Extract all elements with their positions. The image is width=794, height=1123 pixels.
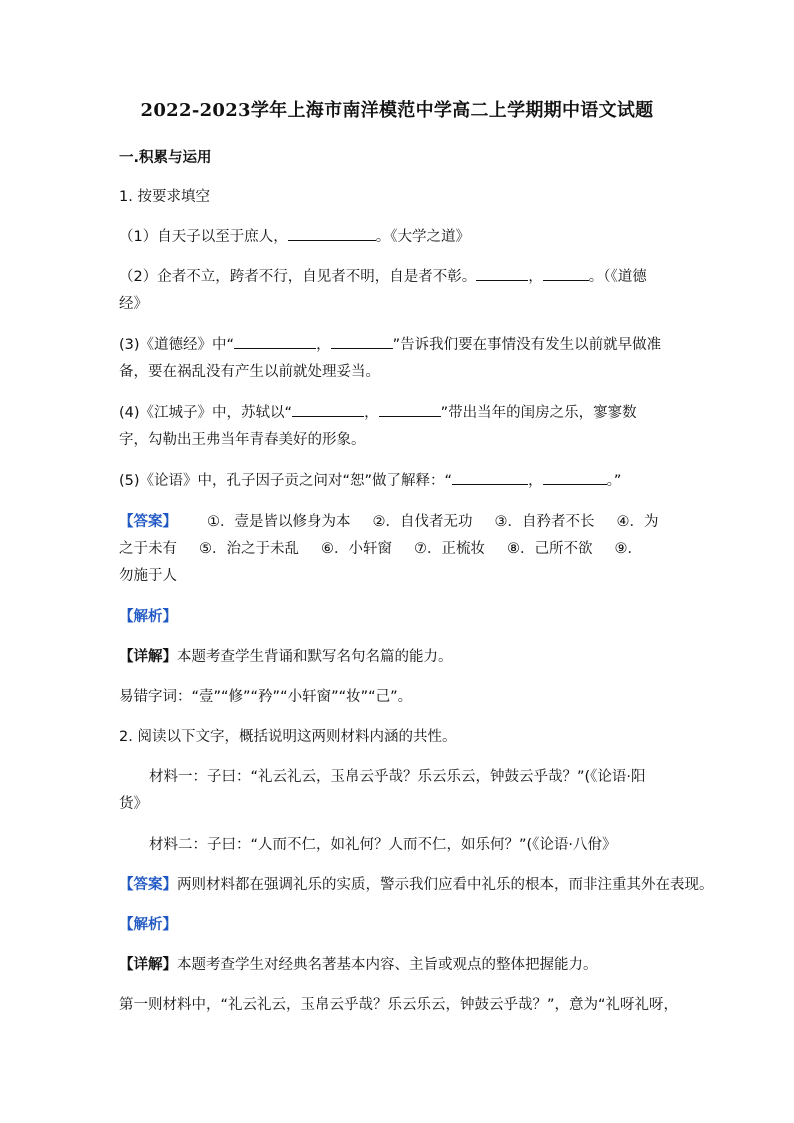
section-heading: 一.积累与运用 bbox=[119, 150, 212, 166]
question-1-error-words: 易错字词：“壹”“修”“矜”“小轩窗”“妆”“己”。 bbox=[119, 689, 413, 705]
question-2-stem: 2. 阅读以下文字，概括说明这两则材料内涵的共性。 bbox=[119, 729, 457, 745]
question-1-part-2-cont: 经》 bbox=[119, 296, 148, 312]
detail-text: 本题考查学生背诵和默写名句名篇的能力。 bbox=[177, 649, 453, 665]
text: （2）企者不立，跨者不行，自见者不明，自是者不彰。 bbox=[119, 269, 477, 285]
text: (4)《江城子》中，苏轼以“ bbox=[119, 405, 293, 421]
answer-item: ⑦．正梳妆 bbox=[414, 541, 485, 557]
question-1-part-3-cont: 备，要在祸乱没有产生以前就处理妥当。 bbox=[119, 364, 380, 380]
text: 。（《道德 bbox=[588, 269, 647, 285]
question-1-part-3 bbox=[119, 332, 679, 358]
detail-label: 【详解】 bbox=[119, 649, 177, 665]
answer-blank bbox=[543, 265, 589, 281]
text: 。” bbox=[606, 473, 622, 489]
text: ， bbox=[528, 269, 543, 285]
answer-blank bbox=[379, 401, 441, 417]
material-2: 材料二：子曰：“人而不仁，如礼何？人而不仁，如乐何？”(《论语·八佾》 bbox=[149, 837, 617, 853]
detail-label: 【详解】 bbox=[119, 957, 177, 973]
answer-item: ①．壹是皆以修身为本 bbox=[207, 514, 351, 530]
material-1: 材料一：子曰：“礼云礼云，玉帛云乎哉？乐云乐云，钟鼓云乎哉？”(《论语·阳 bbox=[149, 769, 646, 785]
answer-blank bbox=[331, 333, 393, 349]
text: ， bbox=[316, 337, 331, 353]
answer-blank bbox=[288, 225, 376, 241]
answer-blank bbox=[234, 333, 316, 349]
answer-blank bbox=[476, 265, 528, 281]
answer-item: ⑤．治之于未乱 bbox=[199, 541, 299, 557]
answer-blank bbox=[292, 401, 364, 417]
answer-item: ⑥．小轩窗 bbox=[321, 541, 392, 557]
text: ”告诉我们要在事情没有发生以前就早做准 bbox=[392, 337, 662, 353]
page-title: 2022-2023学年上海市南洋模范中学高二上学期期中语文试题 bbox=[140, 100, 654, 121]
text: （1）自天子以至于庶人， bbox=[119, 229, 288, 245]
answer-blank bbox=[452, 469, 528, 485]
question-1-part-4 bbox=[119, 400, 679, 426]
answer-item: ③．自矜者不长 bbox=[494, 514, 595, 530]
answer-item: 之于未有 bbox=[119, 541, 177, 557]
answer-label: 【答案】 bbox=[119, 514, 177, 530]
question-2-last-line: 第一则材料中，“礼云礼云，玉帛云乎哉？乐云乐云，钟鼓云乎哉？”，意为“礼呀礼呀， bbox=[119, 997, 679, 1013]
answer-item: ④．为 bbox=[616, 514, 659, 530]
question-1-stem: 1. 按要求填空 bbox=[119, 189, 210, 205]
question-1-part-1 bbox=[119, 224, 679, 250]
answer-text: 两则材料都在强调礼乐的实质，警示我们应看中礼乐的根本，而非注重其外在表现。 bbox=[177, 877, 714, 893]
answer-item: ⑧．己所不欲 bbox=[507, 541, 593, 557]
question-1-detail bbox=[119, 644, 679, 670]
material-1-cont: 货》 bbox=[119, 796, 148, 812]
question-2-analysis-label: 【解析】 bbox=[119, 917, 177, 933]
answer-item: ⑨． bbox=[614, 541, 642, 557]
question-1-answer-line-2 bbox=[119, 536, 679, 562]
answer-item: ②．自伐者无功 bbox=[372, 514, 473, 530]
text: 。《大学之道》 bbox=[375, 229, 470, 245]
question-1-analysis-label: 【解析】 bbox=[119, 609, 177, 625]
text: ”带出当年的闺房之乐，寥寥数 bbox=[440, 405, 637, 421]
question-2-detail bbox=[119, 952, 679, 978]
detail-text: 本题考查学生对经典名著基本内容、主旨或观点的整体把握能力。 bbox=[177, 957, 598, 973]
answer-blank bbox=[543, 469, 607, 485]
question-1-answer-line-3: 勿施于人 bbox=[119, 568, 177, 584]
text: ， bbox=[364, 405, 379, 421]
text: (3)《道德经》中“ bbox=[119, 337, 235, 353]
answer-label: 【答案】 bbox=[119, 877, 177, 893]
question-1-part-2 bbox=[119, 264, 679, 290]
question-1-answer-line-1 bbox=[119, 509, 679, 535]
question-2-answer bbox=[119, 872, 714, 898]
question-1-part-4-cont: 字，勾勒出王弗当年青春美好的形象。 bbox=[119, 432, 366, 448]
question-1-part-5 bbox=[119, 468, 679, 494]
text: ， bbox=[528, 473, 543, 489]
text: (5)《论语》中，孔子因子贡之问对“恕”做了解释：“ bbox=[119, 473, 453, 489]
